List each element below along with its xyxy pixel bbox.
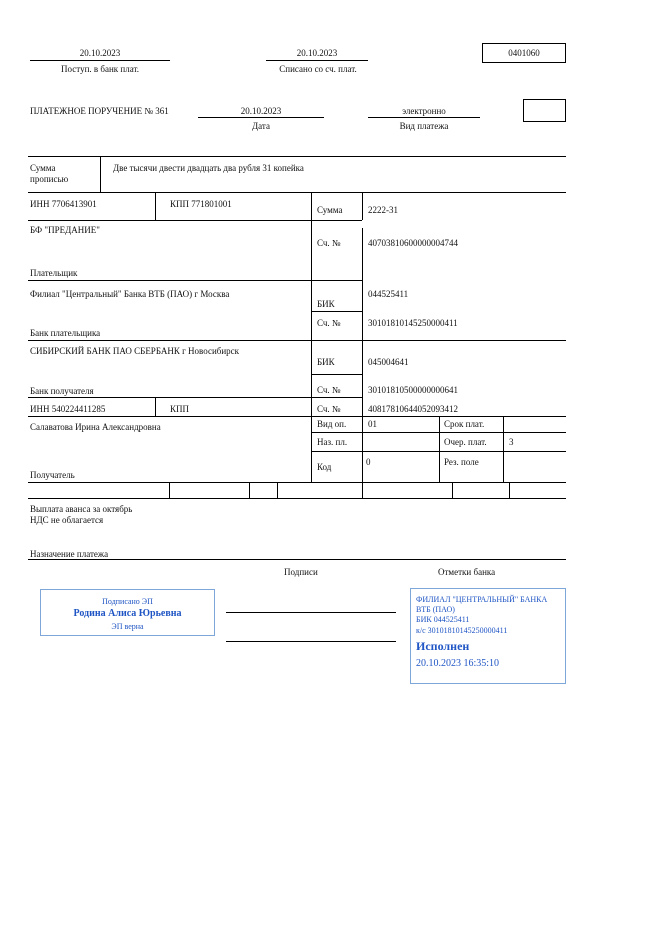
signatures-label: Подписи xyxy=(284,567,318,577)
grid-line-inn xyxy=(28,220,362,221)
payee-bank-account-label: Сч. № xyxy=(317,385,341,395)
signature-line-1 xyxy=(226,612,396,613)
debited-label: Списано со сч. плат. xyxy=(279,64,357,74)
received-date-underline xyxy=(30,60,170,61)
amount-words-value: Две тысячи двести двадцать два рубля 31 копейка xyxy=(113,163,304,173)
payer-bank-label: Банк плательщика xyxy=(30,328,101,338)
purpose-line-1: Выплата аванса за октябрь xyxy=(30,504,133,514)
received-label: Поступ. в банк плат. xyxy=(61,64,139,74)
payee-bank-account: 30101810500000000641 xyxy=(368,385,458,395)
tax-cell-4 xyxy=(362,482,363,498)
payer-bank-bik: 044525411 xyxy=(368,289,409,299)
payee-name: Салаватова Ирина Александровна xyxy=(30,422,161,432)
order-date-label: Дата xyxy=(252,121,270,131)
amount-bottom-line xyxy=(28,192,566,193)
amount-divider xyxy=(100,156,101,192)
grid-line-bottom xyxy=(28,482,566,483)
tax-cell-2 xyxy=(249,482,250,498)
payment-type-underline xyxy=(368,117,480,118)
payer-bank-bik-label: БИК xyxy=(317,299,335,309)
grid-line-payer xyxy=(28,280,362,281)
tax-cell-3 xyxy=(277,482,278,498)
grid-line-bik1 xyxy=(311,311,362,312)
grid-vline-payerbank xyxy=(362,280,363,340)
grid-line-naz xyxy=(311,451,566,452)
bank-stamp-line-2: ВТБ (ПАО) xyxy=(416,605,455,614)
debited-date: 20.10.2023 xyxy=(296,48,338,58)
ep-signer-name: Родина Алиса Юрьевна xyxy=(73,608,182,619)
purpose-line-2: НДС не облагается xyxy=(30,515,104,525)
vid-op-label: Вид оп. xyxy=(317,419,347,429)
kod-value: 0 xyxy=(366,457,371,467)
payee-account: 40817810644052093412 xyxy=(368,404,458,414)
bank-stamp-line-1: ФИЛИАЛ "ЦЕНТРАЛЬНЫЙ" БАНКА xyxy=(416,595,548,604)
payee-bank-bik: 045004641 xyxy=(368,357,409,367)
debited-date-underline xyxy=(266,60,368,61)
order-date-underline xyxy=(198,117,324,118)
payee-bank-label: Банк получателя xyxy=(30,386,94,396)
payee-bank-name: СИБИРСКИЙ БАНК ПАО СБЕРБАНК г Новосибирск xyxy=(30,346,240,356)
ep-valid-text: ЭП верна xyxy=(111,622,144,631)
payer-name: БФ "ПРЕДАНИЕ" xyxy=(30,225,100,235)
payer-label: Плательщик xyxy=(30,268,78,278)
payee-bank-bik-label: БИК xyxy=(317,357,335,367)
tax-cell-1 xyxy=(169,482,170,498)
sum-value: 2222-31 xyxy=(368,205,398,215)
payment-type-label: Вид платежа xyxy=(399,121,449,131)
signature-line-2 xyxy=(226,641,396,642)
payer-bank-name: Филиал "Центральный" Банка ВТБ (ПАО) г Москва xyxy=(30,289,230,299)
tax-cell-5 xyxy=(452,482,453,498)
bank-stamp-line-3: БИК 044525411 xyxy=(416,615,470,624)
payer-account-label: Сч. № xyxy=(317,238,341,248)
payee-kpp: КПП xyxy=(170,404,190,414)
bank-marks-stamp xyxy=(410,588,566,684)
grid-vline-srok xyxy=(439,416,440,482)
payer-kpp: КПП 771801001 xyxy=(170,199,232,209)
grid-vline-payer-acc xyxy=(362,228,363,280)
payer-bank-account: 30101810145250000411 xyxy=(368,318,458,328)
rez-label: Рез. поле xyxy=(444,457,479,467)
vid-op-value: 01 xyxy=(368,419,377,429)
grid-line-payerbank xyxy=(28,340,566,341)
payee-inn: ИНН 540224411285 xyxy=(30,404,106,414)
payee-account-label: Сч. № xyxy=(317,404,341,414)
grid-vline-payeebank xyxy=(362,340,363,482)
purpose-line xyxy=(28,559,566,560)
grid-line-vidop xyxy=(311,432,566,433)
amount-words-label-1: Сумма xyxy=(30,163,56,173)
grid-vline-srok-val xyxy=(503,416,504,482)
order-title: ПЛАТЕЖНОЕ ПОРУЧЕНИЕ № 361 xyxy=(30,106,169,116)
bank-marks-label: Отметки банка xyxy=(438,567,496,577)
grid-vline-label-col xyxy=(311,192,312,482)
order-date: 20.10.2023 xyxy=(240,106,282,116)
payer-inn: ИНН 7706413901 xyxy=(30,199,97,209)
grid-vline-inn-kpp xyxy=(155,192,156,220)
ep-signature-stamp xyxy=(40,589,215,636)
amount-words-label-2: прописью xyxy=(30,174,69,184)
payment-type: электронно xyxy=(402,106,446,116)
grid-vline-payee-kpp xyxy=(155,397,156,416)
grid-line-payee-inn xyxy=(28,416,566,417)
payer-account: 40703810600000004744 xyxy=(368,238,458,248)
payer-bank-account-label: Сч. № xyxy=(317,318,341,328)
bank-stamp-status: Исполнен xyxy=(416,639,470,653)
grid-line-bik2 xyxy=(311,374,362,375)
grid-vline-value-col xyxy=(362,192,363,220)
sum-label: Сумма xyxy=(317,205,343,215)
naz-label: Наз. пл. xyxy=(317,437,348,447)
grid-line-payeebank xyxy=(28,397,362,398)
ocher-value: 3 xyxy=(509,437,514,447)
ocher-label: Очер. плат. xyxy=(444,437,487,447)
ep-signed-text: Подписано ЭП xyxy=(102,597,153,606)
srok-label: Срок плат. xyxy=(444,419,485,429)
kod-label: Код xyxy=(317,462,332,472)
received-date: 20.10.2023 xyxy=(79,48,121,58)
payment-type-box xyxy=(523,99,566,122)
form-code: 0401060 xyxy=(508,48,540,58)
tax-cell-6 xyxy=(509,482,510,498)
amount-top-line xyxy=(28,156,566,157)
payee-label: Получатель xyxy=(30,470,75,480)
grid-line-tax xyxy=(28,498,566,499)
bank-stamp-datetime: 20.10.2023 16:35:10 xyxy=(416,658,500,669)
bank-stamp-line-4: к/с 30101810145250000411 xyxy=(416,626,508,635)
purpose-label: Назначение платежа xyxy=(30,549,109,559)
